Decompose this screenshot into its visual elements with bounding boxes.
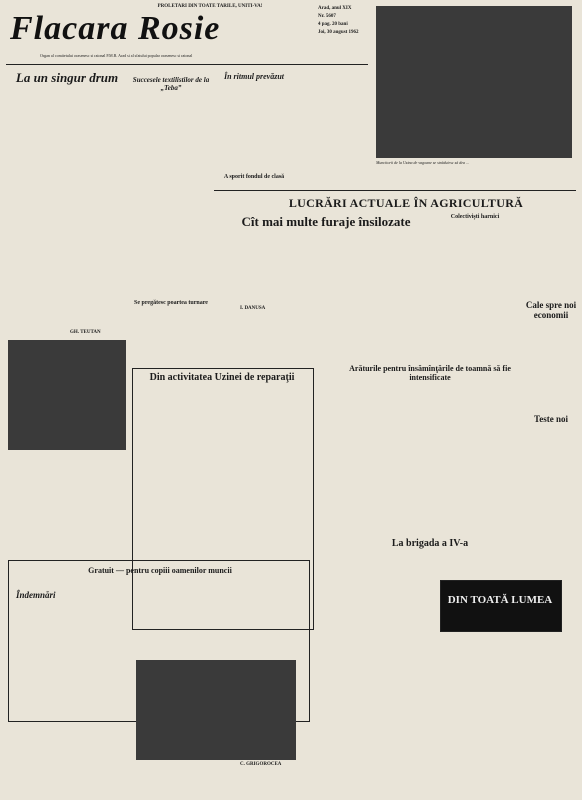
article-a8-title: LUCRĂRI ACTUALE ÎN AGRICULTURĂ (288, 196, 524, 210)
signature-3: C. GRIGOROCEA (240, 762, 282, 767)
article-a2-body (132, 96, 208, 296)
photo-caption: Muncitorii de la Uzina de vagoane se străduiesc să dea ... (376, 160, 469, 165)
signature-2: I. DANUSA (240, 306, 266, 311)
article-a9-title: Cît mai multe furaje însilozate (241, 214, 411, 229)
masthead-slogan: PROLETARI DIN TOATE TARILE, UNITI-VA! (157, 4, 263, 9)
article-a4-title: Se pregătesc poartea turnare (134, 300, 208, 306)
signature-1: GH. TEUTAN (70, 330, 101, 335)
article-a11-title: Arăturile pentru însămînţările de toamnă să fie intensificate (349, 364, 511, 382)
masthead-title: Flacara Rosie (10, 10, 221, 47)
workers-photo (376, 6, 572, 158)
article-a1-body-1 (8, 88, 64, 338)
article-photo-1 (8, 340, 126, 450)
masthead-year: Arad, anul XIX (318, 6, 352, 11)
article-a13-title: Cale spre noi economii (525, 300, 577, 320)
masthead-date: Joi, 30 august 1962 (318, 30, 359, 35)
section-rule (214, 190, 576, 191)
masthead-price: 4 pag. 20 bani (318, 22, 348, 27)
article-a3-title: În ritmul prevăzut (223, 72, 284, 81)
article-a15-box (440, 580, 562, 632)
caption-c2: Îndemnări (16, 590, 56, 600)
article-a1-title: La un singur drum (15, 70, 119, 85)
article-a5-title: A sporit fondul de clasă (223, 174, 285, 180)
article-a3-body (214, 86, 292, 166)
article-a15-title: DIN TOATĂ LUMEA (447, 594, 553, 606)
article-a2-title: Succesele textilistilor de la „Teba” (132, 76, 210, 92)
article-a10-title: Colectivişti harnici (450, 214, 500, 220)
masthead-number: Nr. 5607 (318, 14, 336, 19)
article-photo-2 (136, 660, 296, 760)
masthead-rule (6, 64, 368, 65)
article-a7-title: Gratuit — pentru copiii oamenilor muncii (88, 566, 232, 575)
article-a13-body (524, 330, 578, 400)
article-a6-title: Din activitatea Uzinei de reparaţii (149, 372, 295, 383)
article-a14-title: Teste noi (534, 414, 568, 424)
article-a12-title: La brigada a IV-a (391, 538, 469, 549)
article-a1-body-2 (66, 88, 126, 338)
masthead-subtitle: Organ al comitetului orasenesc si raional P.M.R. Arad si al sfatului popular orasenesc si raional (40, 53, 193, 58)
article-a9-body (236, 232, 416, 362)
